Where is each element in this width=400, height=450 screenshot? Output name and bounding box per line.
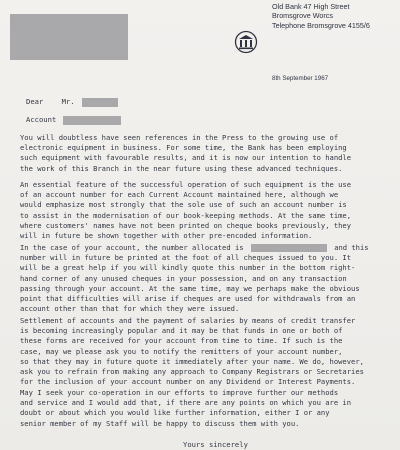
paragraph-5 bbox=[20, 388, 390, 429]
paragraph-line: is becoming increasingly popular and it may be that funds in one or both of bbox=[20, 326, 343, 336]
paragraph-line: senior member of my Staff will be happy to discuss them with you. bbox=[20, 418, 300, 428]
salutation-title: Mr. bbox=[61, 97, 75, 106]
salutation bbox=[26, 97, 118, 107]
account-number-outro: and this bbox=[334, 243, 369, 252]
letterhead-telephone: Telephone Bromsgrove 4155/6 bbox=[272, 20, 370, 30]
paragraph-line: the work of this Branch in the near future using these advanced techniques. bbox=[20, 163, 343, 173]
paragraph-line: so that they may in future quote it immediately after your name. We do, however, bbox=[20, 356, 364, 366]
redacted-account-number bbox=[251, 244, 327, 252]
paragraph-line: You will doubtless have seen references in the Press to the growing use of bbox=[20, 133, 339, 142]
bank-letterhead bbox=[272, 2, 400, 30]
closing-line: Yours sincerely bbox=[183, 440, 248, 449]
paragraph-line: such equipment with favourable results, and it is now our intention to handle bbox=[20, 153, 352, 163]
redacted-recipient-name bbox=[82, 98, 118, 107]
salutation-dear: Dear bbox=[26, 97, 44, 106]
letterhead-address-line-1: Old Bank 47 High Street bbox=[272, 2, 350, 11]
paragraph-line: hand corner of any unused cheques in your possession, and on any transaction bbox=[20, 273, 347, 283]
paragraph-line: ask you to refrain from making any approach to Company Registrars or Secretaries bbox=[20, 367, 364, 377]
paragraph-line: will be a great help if you will kindly quote this number in the bottom right- bbox=[20, 263, 356, 273]
paragraph-line: account other than that for which they were issued. bbox=[20, 304, 240, 314]
account-number-intro: In the case of your account, the number allocated is bbox=[20, 243, 244, 252]
paragraph-1 bbox=[20, 133, 390, 174]
bank-crest-icon bbox=[234, 30, 258, 54]
paragraph-line: to assist in the modernisation of our book-keeping methods. At the same time, bbox=[20, 210, 352, 220]
paragraph-line: electronic equipment in business. For some time, the Bank has been employing bbox=[20, 143, 347, 153]
paragraph-line: will in future be shown together with other pre-encoded information. bbox=[20, 231, 313, 241]
letter-date: 8th September 1967 bbox=[272, 75, 329, 82]
paragraph-3 bbox=[20, 243, 390, 314]
paragraph-line: point that difficulties will arise if cheques are used for withdrawals from an bbox=[20, 294, 356, 304]
paragraph-line: case, may we please ask you to notify the remitters of your account number, bbox=[20, 346, 343, 356]
account-label: Account bbox=[26, 115, 57, 124]
letterhead-address-line-2: Bromsgrove Worcs bbox=[272, 11, 333, 21]
paragraph-line: for the inclusion of your account number on any Dividend or Interest Payments. bbox=[20, 377, 356, 387]
paragraph-line: passing through your account. At the same time, may we perhaps make the obvious bbox=[20, 283, 360, 293]
redacted-recipient-address bbox=[10, 14, 128, 60]
paragraph-line: where customers' names have not been printed on cheque books previously, they bbox=[20, 220, 352, 230]
paragraph-line: of an account number for each Current Account maintained here, although we bbox=[20, 190, 339, 200]
paragraph-4 bbox=[20, 316, 390, 387]
paragraph-2 bbox=[20, 180, 390, 241]
paragraph-line: An essential feature of the successful operation of such equipment is the use bbox=[20, 180, 352, 189]
paragraph-line-with-account-number bbox=[20, 243, 390, 253]
redacted-account-name bbox=[63, 116, 121, 125]
account-line bbox=[26, 115, 121, 125]
paragraph-line: would emphasize most strongly that the sole use of such an account number is bbox=[20, 200, 347, 210]
paragraph-line: these forms are received for your account from time to time. If such is the bbox=[20, 336, 343, 346]
paragraph-line: and service and I would add that, if there are any points on which you are in bbox=[20, 398, 352, 408]
paragraph-line: Settlement of accounts and the payment of salaries by means of credit transfer bbox=[20, 316, 356, 325]
paragraph-line: May I seek your co-operation in our efforts to improve further our methods bbox=[20, 388, 339, 397]
paragraph-line: doubt or about which you would like further information, either I or any bbox=[20, 408, 330, 418]
paragraph-line: number will in future be printed at the foot of all cheques issued to you. It bbox=[20, 253, 352, 263]
